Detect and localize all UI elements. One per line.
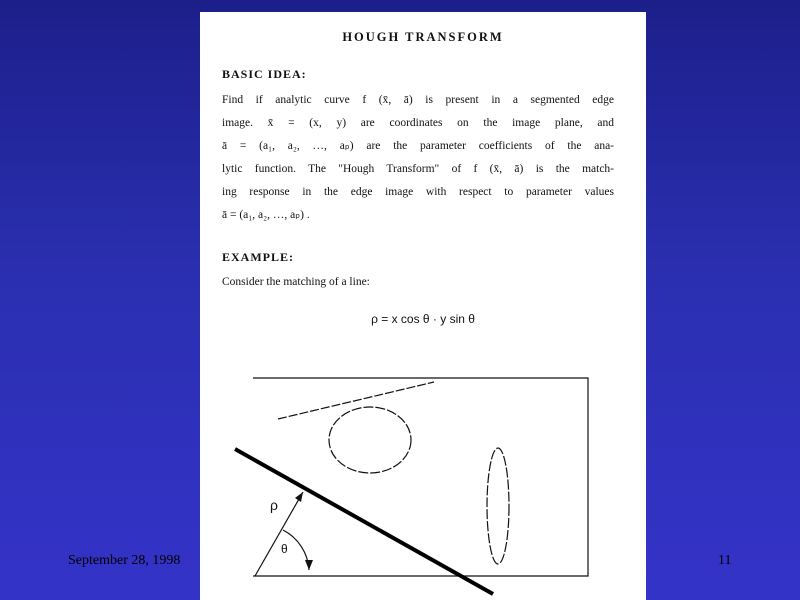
- paragraph-line: ing response in the edge image with respect to parameter values: [222, 186, 614, 198]
- ellipse-edge: [329, 407, 411, 473]
- slide-date: September 28, 1998: [68, 553, 181, 568]
- paragraph-line: lytic function. The "Hough Transform" of f (x̄, ā) is the match-: [222, 163, 614, 175]
- paragraph-line: ā = (a₁, a₂, …, aₚ) are the parameter coefficients of the ana-: [222, 140, 614, 152]
- basic-idea-heading: BASIC IDEA:: [222, 67, 307, 81]
- edge-segment: [278, 382, 434, 419]
- image-frame: [253, 378, 588, 576]
- example-text: Consider the matching of a line:: [222, 276, 370, 288]
- rho-normal-vector: [255, 492, 303, 576]
- paragraph-line: Find if analytic curve f (x̄, ā) is present in a segmented edge: [222, 94, 614, 106]
- paragraph-line: ā = (a₁, a₂, …, aₚ) .: [222, 209, 310, 221]
- theta-label: θ: [281, 542, 288, 556]
- detected-line: [235, 449, 493, 594]
- rho-label: ρ: [270, 497, 278, 513]
- line-equation: ρ = x cos θ · y sin θ: [371, 312, 475, 326]
- page-title: HOUGH TRANSFORM: [342, 30, 504, 44]
- vertical-ellipse-edge: [487, 448, 509, 564]
- rho-arrowhead: [295, 492, 303, 502]
- example-heading: EXAMPLE:: [222, 250, 294, 264]
- hough-line-figure: [200, 12, 646, 600]
- theta-arrowhead: [305, 560, 313, 570]
- document-page: [200, 12, 646, 600]
- paragraph-line: image. x̄ = (x, y) are coordinates on the image plane, and: [222, 117, 614, 129]
- slide-number: 11: [718, 553, 732, 568]
